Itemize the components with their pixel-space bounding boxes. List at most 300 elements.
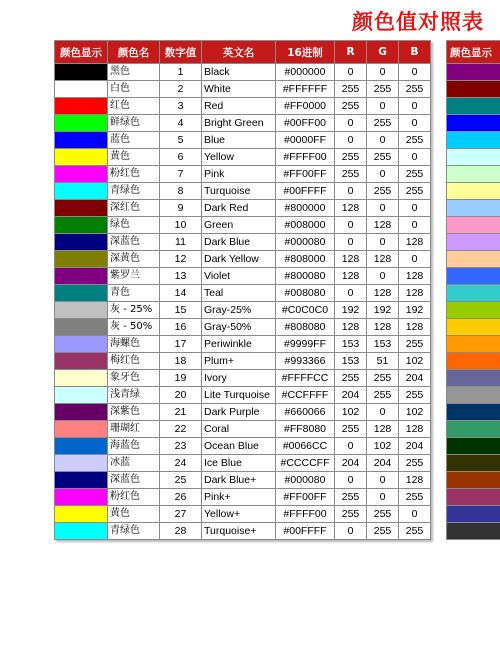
color-swatch	[55, 455, 108, 472]
cn-name-cell: 深红色	[108, 200, 160, 217]
side-row	[447, 251, 500, 268]
side-color-swatch	[447, 166, 500, 183]
header-b: B	[399, 41, 431, 64]
cn-name-cell: 黄色	[108, 149, 160, 166]
number-cell: 21	[160, 404, 202, 421]
side-row	[447, 217, 500, 234]
table-row	[55, 353, 431, 370]
g-cell: 192	[367, 302, 399, 319]
hex-cell: #993366	[276, 353, 335, 370]
side-color-swatch	[447, 200, 500, 217]
r-cell: 0	[335, 438, 367, 455]
table-row	[55, 200, 431, 217]
side-row	[447, 387, 500, 404]
cn-name-cell: 红色	[108, 98, 160, 115]
r-cell: 255	[335, 370, 367, 387]
hex-cell: #008080	[276, 285, 335, 302]
table-row	[55, 302, 431, 319]
hex-cell: #FFFFCC	[276, 370, 335, 387]
table-row	[55, 438, 431, 455]
side-color-swatch	[447, 132, 500, 149]
side-color-swatch	[447, 489, 500, 506]
number-cell: 19	[160, 370, 202, 387]
hex-cell: #FF0000	[276, 98, 335, 115]
g-cell: 102	[367, 438, 399, 455]
en-name-cell: Green	[202, 217, 276, 234]
b-cell: 128	[399, 268, 431, 285]
cn-name-cell: 深黄色	[108, 251, 160, 268]
g-cell: 255	[367, 115, 399, 132]
g-cell: 255	[367, 149, 399, 166]
g-cell: 204	[367, 455, 399, 472]
cn-name-cell: 粉红色	[108, 489, 160, 506]
number-cell: 12	[160, 251, 202, 268]
b-cell: 128	[399, 319, 431, 336]
cn-name-cell: 黄色	[108, 506, 160, 523]
color-swatch	[55, 336, 108, 353]
side-color-swatch	[447, 370, 500, 387]
side-row	[447, 166, 500, 183]
cn-name-cell: 青色	[108, 285, 160, 302]
number-cell: 24	[160, 455, 202, 472]
en-name-cell: Turquoise	[202, 183, 276, 200]
hex-cell: #000080	[276, 472, 335, 489]
hex-cell: #FFFFFF	[276, 81, 335, 98]
b-cell: 255	[399, 523, 431, 540]
en-name-cell: Dark Purple	[202, 404, 276, 421]
side-table-body	[447, 64, 500, 540]
side-header-swatch: 颜色显示	[447, 41, 500, 64]
number-cell: 2	[160, 81, 202, 98]
b-cell: 128	[399, 421, 431, 438]
en-name-cell: Gray-50%	[202, 319, 276, 336]
header-r: R	[335, 41, 367, 64]
table-row	[55, 115, 431, 132]
side-color-table	[446, 40, 500, 540]
table-row	[55, 404, 431, 421]
number-cell: 7	[160, 166, 202, 183]
color-swatch	[55, 234, 108, 251]
hex-cell: #FF00FF	[276, 489, 335, 506]
b-cell: 0	[399, 115, 431, 132]
g-cell: 128	[367, 217, 399, 234]
side-row	[447, 200, 500, 217]
g-cell: 0	[367, 234, 399, 251]
color-swatch	[55, 98, 108, 115]
en-name-cell: Coral	[202, 421, 276, 438]
b-cell: 0	[399, 251, 431, 268]
hex-cell: #008000	[276, 217, 335, 234]
g-cell: 0	[367, 132, 399, 149]
table-row	[55, 64, 431, 81]
table-row	[55, 370, 431, 387]
r-cell: 102	[335, 404, 367, 421]
number-cell: 22	[160, 421, 202, 438]
table-row	[55, 523, 431, 540]
r-cell: 0	[335, 64, 367, 81]
r-cell: 255	[335, 489, 367, 506]
en-name-cell: Ocean Blue	[202, 438, 276, 455]
number-cell: 11	[160, 234, 202, 251]
side-color-swatch	[447, 523, 500, 540]
header-swatch: 颜色显示	[55, 41, 108, 64]
b-cell: 102	[399, 404, 431, 421]
b-cell: 0	[399, 217, 431, 234]
g-cell: 128	[367, 251, 399, 268]
en-name-cell: Black	[202, 64, 276, 81]
table-body	[55, 64, 431, 540]
color-swatch	[55, 523, 108, 540]
g-cell: 128	[367, 421, 399, 438]
en-name-cell: Dark Yellow	[202, 251, 276, 268]
cn-name-cell: 蓝色	[108, 132, 160, 149]
side-color-swatch	[447, 183, 500, 200]
color-swatch	[55, 353, 108, 370]
cn-name-cell: 深蓝色	[108, 234, 160, 251]
hex-cell: #FFFF00	[276, 506, 335, 523]
side-row	[447, 472, 500, 489]
side-row	[447, 98, 500, 115]
table-row	[55, 421, 431, 438]
hex-cell: #00FFFF	[276, 523, 335, 540]
number-cell: 14	[160, 285, 202, 302]
number-cell: 6	[160, 149, 202, 166]
color-swatch	[55, 472, 108, 489]
color-swatch	[55, 387, 108, 404]
en-name-cell: Gray-25%	[202, 302, 276, 319]
cn-name-cell: 灰 - 50%	[108, 319, 160, 336]
hex-cell: #0000FF	[276, 132, 335, 149]
table-row	[55, 217, 431, 234]
hex-cell: #0066CC	[276, 438, 335, 455]
number-cell: 28	[160, 523, 202, 540]
b-cell: 255	[399, 166, 431, 183]
color-swatch	[55, 421, 108, 438]
cn-name-cell: 灰 - 25%	[108, 302, 160, 319]
color-swatch	[55, 81, 108, 98]
table-row	[55, 183, 431, 200]
g-cell: 51	[367, 353, 399, 370]
table-row	[55, 251, 431, 268]
r-cell: 128	[335, 319, 367, 336]
side-color-swatch	[447, 149, 500, 166]
header-cn-name: 颜色名	[108, 41, 160, 64]
g-cell: 0	[367, 268, 399, 285]
side-row	[447, 81, 500, 98]
side-color-swatch	[447, 285, 500, 302]
r-cell: 255	[335, 149, 367, 166]
g-cell: 0	[367, 200, 399, 217]
g-cell: 0	[367, 98, 399, 115]
cn-name-cell: 梅红色	[108, 353, 160, 370]
number-cell: 17	[160, 336, 202, 353]
g-cell: 128	[367, 285, 399, 302]
r-cell: 204	[335, 455, 367, 472]
r-cell: 0	[335, 115, 367, 132]
r-cell: 0	[335, 234, 367, 251]
side-color-swatch	[447, 234, 500, 251]
number-cell: 13	[160, 268, 202, 285]
r-cell: 255	[335, 81, 367, 98]
en-name-cell: Violet	[202, 268, 276, 285]
number-cell: 20	[160, 387, 202, 404]
side-color-swatch	[447, 506, 500, 523]
side-color-swatch	[447, 98, 500, 115]
g-cell: 255	[367, 183, 399, 200]
b-cell: 255	[399, 81, 431, 98]
g-cell: 153	[367, 336, 399, 353]
b-cell: 0	[399, 98, 431, 115]
r-cell: 128	[335, 268, 367, 285]
side-row	[447, 523, 500, 540]
r-cell: 192	[335, 302, 367, 319]
b-cell: 128	[399, 472, 431, 489]
color-swatch	[55, 319, 108, 336]
side-row	[447, 268, 500, 285]
g-cell: 255	[367, 387, 399, 404]
header-number: 数字值	[160, 41, 202, 64]
en-name-cell: Ice Blue	[202, 455, 276, 472]
r-cell: 0	[335, 217, 367, 234]
table-row	[55, 455, 431, 472]
cn-name-cell: 深蓝色	[108, 472, 160, 489]
en-name-cell: Dark Blue	[202, 234, 276, 251]
side-color-swatch	[447, 115, 500, 132]
b-cell: 128	[399, 285, 431, 302]
hex-cell: #808080	[276, 319, 335, 336]
en-name-cell: Lite Turquoise	[202, 387, 276, 404]
en-name-cell: Pink+	[202, 489, 276, 506]
number-cell: 1	[160, 64, 202, 81]
r-cell: 128	[335, 200, 367, 217]
side-row	[447, 115, 500, 132]
side-color-swatch	[447, 404, 500, 421]
side-color-swatch	[447, 319, 500, 336]
side-color-swatch	[447, 268, 500, 285]
side-row	[447, 438, 500, 455]
color-swatch	[55, 217, 108, 234]
side-row	[447, 506, 500, 523]
hex-cell: #00FFFF	[276, 183, 335, 200]
hex-cell: #800000	[276, 200, 335, 217]
side-color-swatch	[447, 455, 500, 472]
side-color-swatch	[447, 472, 500, 489]
side-header-row	[447, 41, 500, 64]
r-cell: 128	[335, 251, 367, 268]
en-name-cell: Blue	[202, 132, 276, 149]
r-cell: 204	[335, 387, 367, 404]
cn-name-cell: 黑色	[108, 64, 160, 81]
side-row	[447, 234, 500, 251]
side-row	[447, 319, 500, 336]
cn-name-cell: 深紫色	[108, 404, 160, 421]
b-cell: 255	[399, 336, 431, 353]
cn-name-cell: 紫罗兰	[108, 268, 160, 285]
side-color-swatch	[447, 387, 500, 404]
hex-cell: #FFFF00	[276, 149, 335, 166]
hex-cell: #800080	[276, 268, 335, 285]
r-cell: 0	[335, 285, 367, 302]
r-cell: 255	[335, 421, 367, 438]
en-name-cell: Dark Red	[202, 200, 276, 217]
side-color-swatch	[447, 217, 500, 234]
b-cell: 128	[399, 234, 431, 251]
cn-name-cell: 白色	[108, 81, 160, 98]
number-cell: 4	[160, 115, 202, 132]
r-cell: 153	[335, 336, 367, 353]
b-cell: 0	[399, 149, 431, 166]
number-cell: 3	[160, 98, 202, 115]
color-swatch	[55, 200, 108, 217]
number-cell: 8	[160, 183, 202, 200]
en-name-cell: Periwinkle	[202, 336, 276, 353]
color-swatch	[55, 489, 108, 506]
number-cell: 27	[160, 506, 202, 523]
r-cell: 0	[335, 523, 367, 540]
r-cell: 153	[335, 353, 367, 370]
side-color-swatch	[447, 64, 500, 81]
en-name-cell: Yellow	[202, 149, 276, 166]
hex-cell: #C0C0C0	[276, 302, 335, 319]
cn-name-cell: 海蓝色	[108, 438, 160, 455]
b-cell: 204	[399, 438, 431, 455]
side-row	[447, 455, 500, 472]
en-name-cell: Ivory	[202, 370, 276, 387]
hex-cell: #9999FF	[276, 336, 335, 353]
header-g: G	[367, 41, 399, 64]
table-row	[55, 81, 431, 98]
table-row	[55, 489, 431, 506]
table-header-row	[55, 41, 431, 64]
r-cell: 0	[335, 132, 367, 149]
g-cell: 255	[367, 506, 399, 523]
number-cell: 9	[160, 200, 202, 217]
side-row	[447, 302, 500, 319]
b-cell: 0	[399, 506, 431, 523]
b-cell: 0	[399, 200, 431, 217]
cn-name-cell: 绿色	[108, 217, 160, 234]
en-name-cell: Red	[202, 98, 276, 115]
hex-cell: #00FF00	[276, 115, 335, 132]
side-row	[447, 404, 500, 421]
color-swatch	[55, 115, 108, 132]
cn-name-cell: 珊瑚红	[108, 421, 160, 438]
side-color-swatch	[447, 336, 500, 353]
color-swatch	[55, 370, 108, 387]
table-row	[55, 234, 431, 251]
cn-name-cell: 粉红色	[108, 166, 160, 183]
color-swatch	[55, 149, 108, 166]
color-swatch	[55, 64, 108, 81]
en-name-cell: Teal	[202, 285, 276, 302]
number-cell: 10	[160, 217, 202, 234]
g-cell: 0	[367, 404, 399, 421]
hex-cell: #CCFFFF	[276, 387, 335, 404]
en-name-cell: Bright Green	[202, 115, 276, 132]
g-cell: 128	[367, 319, 399, 336]
cn-name-cell: 海螺色	[108, 336, 160, 353]
r-cell: 255	[335, 506, 367, 523]
g-cell: 0	[367, 489, 399, 506]
color-swatch	[55, 302, 108, 319]
color-swatch	[55, 166, 108, 183]
side-color-swatch	[447, 353, 500, 370]
color-swatch	[55, 132, 108, 149]
hex-cell: #000000	[276, 64, 335, 81]
side-row	[447, 370, 500, 387]
b-cell: 255	[399, 455, 431, 472]
table-row	[55, 387, 431, 404]
hex-cell: #FF8080	[276, 421, 335, 438]
g-cell: 0	[367, 166, 399, 183]
g-cell: 255	[367, 81, 399, 98]
r-cell: 0	[335, 183, 367, 200]
side-row	[447, 64, 500, 81]
color-table	[54, 40, 431, 540]
cn-name-cell: 青绿色	[108, 523, 160, 540]
side-row	[447, 336, 500, 353]
side-row	[447, 421, 500, 438]
hex-cell: #CCCCFF	[276, 455, 335, 472]
en-name-cell: Plum+	[202, 353, 276, 370]
side-color-swatch	[447, 421, 500, 438]
side-row	[447, 183, 500, 200]
cn-name-cell: 冰蓝	[108, 455, 160, 472]
side-color-swatch	[447, 302, 500, 319]
b-cell: 102	[399, 353, 431, 370]
number-cell: 26	[160, 489, 202, 506]
b-cell: 255	[399, 183, 431, 200]
number-cell: 5	[160, 132, 202, 149]
en-name-cell: White	[202, 81, 276, 98]
r-cell: 255	[335, 166, 367, 183]
table-row	[55, 166, 431, 183]
side-row	[447, 353, 500, 370]
table-row	[55, 268, 431, 285]
cn-name-cell: 浅青绿	[108, 387, 160, 404]
header-en-name: 英文名	[202, 41, 276, 64]
en-name-cell: Yellow+	[202, 506, 276, 523]
hex-cell: #808000	[276, 251, 335, 268]
r-cell: 0	[335, 472, 367, 489]
page-title: 颜色值对照表	[352, 10, 484, 34]
b-cell: 204	[399, 370, 431, 387]
b-cell: 255	[399, 387, 431, 404]
table-row	[55, 506, 431, 523]
g-cell: 255	[367, 523, 399, 540]
number-cell: 25	[160, 472, 202, 489]
number-cell: 23	[160, 438, 202, 455]
number-cell: 18	[160, 353, 202, 370]
g-cell: 0	[367, 472, 399, 489]
g-cell: 0	[367, 64, 399, 81]
side-color-swatch	[447, 438, 500, 455]
side-color-swatch	[447, 251, 500, 268]
table-row	[55, 98, 431, 115]
side-row	[447, 285, 500, 302]
en-name-cell: Dark Blue+	[202, 472, 276, 489]
color-swatch	[55, 183, 108, 200]
color-swatch	[55, 506, 108, 523]
b-cell: 255	[399, 132, 431, 149]
color-swatch	[55, 438, 108, 455]
table-row	[55, 336, 431, 353]
b-cell: 192	[399, 302, 431, 319]
en-name-cell: Pink	[202, 166, 276, 183]
number-cell: 16	[160, 319, 202, 336]
cn-name-cell: 青绿色	[108, 183, 160, 200]
color-swatch	[55, 404, 108, 421]
